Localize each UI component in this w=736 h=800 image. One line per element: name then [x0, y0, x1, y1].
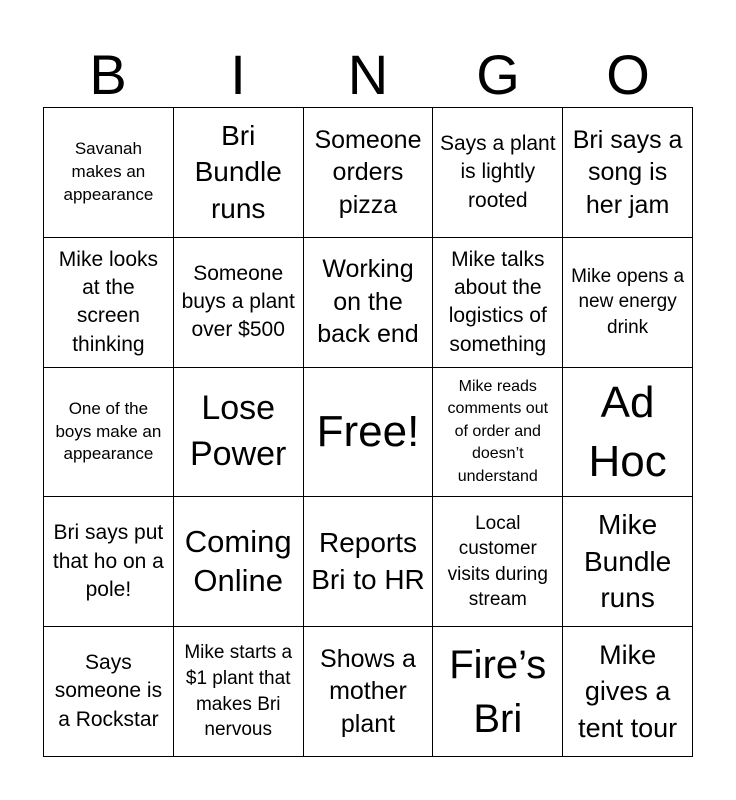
- bingo-cell[interactable]: Lose Power: [174, 368, 304, 498]
- bingo-board: [43, 107, 693, 757]
- bingo-cell[interactable]: Mike starts a $1 plant that makes Bri nervous: [174, 627, 304, 757]
- bingo-cell[interactable]: Coming Online: [174, 497, 304, 627]
- bingo-cell[interactable]: Bri says put that ho on a pole!: [44, 497, 174, 627]
- bingo-cell[interactable]: Says a plant is lightly rooted: [433, 108, 563, 238]
- header-letter-i: I: [230, 43, 246, 106]
- bingo-cell[interactable]: Fire’s Bri: [433, 627, 563, 757]
- bingo-cell[interactable]: Local customer visits during stream: [433, 497, 563, 627]
- bingo-cell[interactable]: Mike Bundle runs: [563, 497, 693, 627]
- header-letter-n: N: [347, 43, 389, 106]
- header-letter-b: B: [89, 43, 127, 106]
- free-space[interactable]: Free!: [304, 368, 434, 498]
- bingo-cell[interactable]: Bri Bundle runs: [174, 108, 304, 238]
- bingo-cell[interactable]: Shows a mother plant: [304, 627, 434, 757]
- header-letter-o: O: [606, 43, 650, 106]
- bingo-cell[interactable]: One of the boys make an appearance: [44, 368, 174, 498]
- bingo-cell[interactable]: Savanah makes an appearance: [44, 108, 174, 238]
- bingo-cell[interactable]: Mike opens a new energy drink: [563, 238, 693, 368]
- bingo-cell[interactable]: Mike reads comments out of order and doesn’t understand: [433, 368, 563, 498]
- header-letter-g: G: [476, 43, 520, 106]
- bingo-cell[interactable]: Says someone is a Rockstar: [44, 627, 174, 757]
- bingo-cell[interactable]: Mike gives a tent tour: [563, 627, 693, 757]
- bingo-cell[interactable]: Bri says a song is her jam: [563, 108, 693, 238]
- bingo-cell[interactable]: Ad Hoc: [563, 368, 693, 498]
- bingo-cell[interactable]: Mike looks at the screen thinking: [44, 238, 174, 368]
- bingo-cell[interactable]: Mike talks about the logistics of something: [433, 238, 563, 368]
- bingo-cell[interactable]: Someone orders pizza: [304, 108, 434, 238]
- bingo-header: [43, 42, 693, 108]
- bingo-cell[interactable]: Reports Bri to HR: [304, 497, 434, 627]
- bingo-cell[interactable]: Working on the back end: [304, 238, 434, 368]
- bingo-cell[interactable]: Someone buys a plant over $500: [174, 238, 304, 368]
